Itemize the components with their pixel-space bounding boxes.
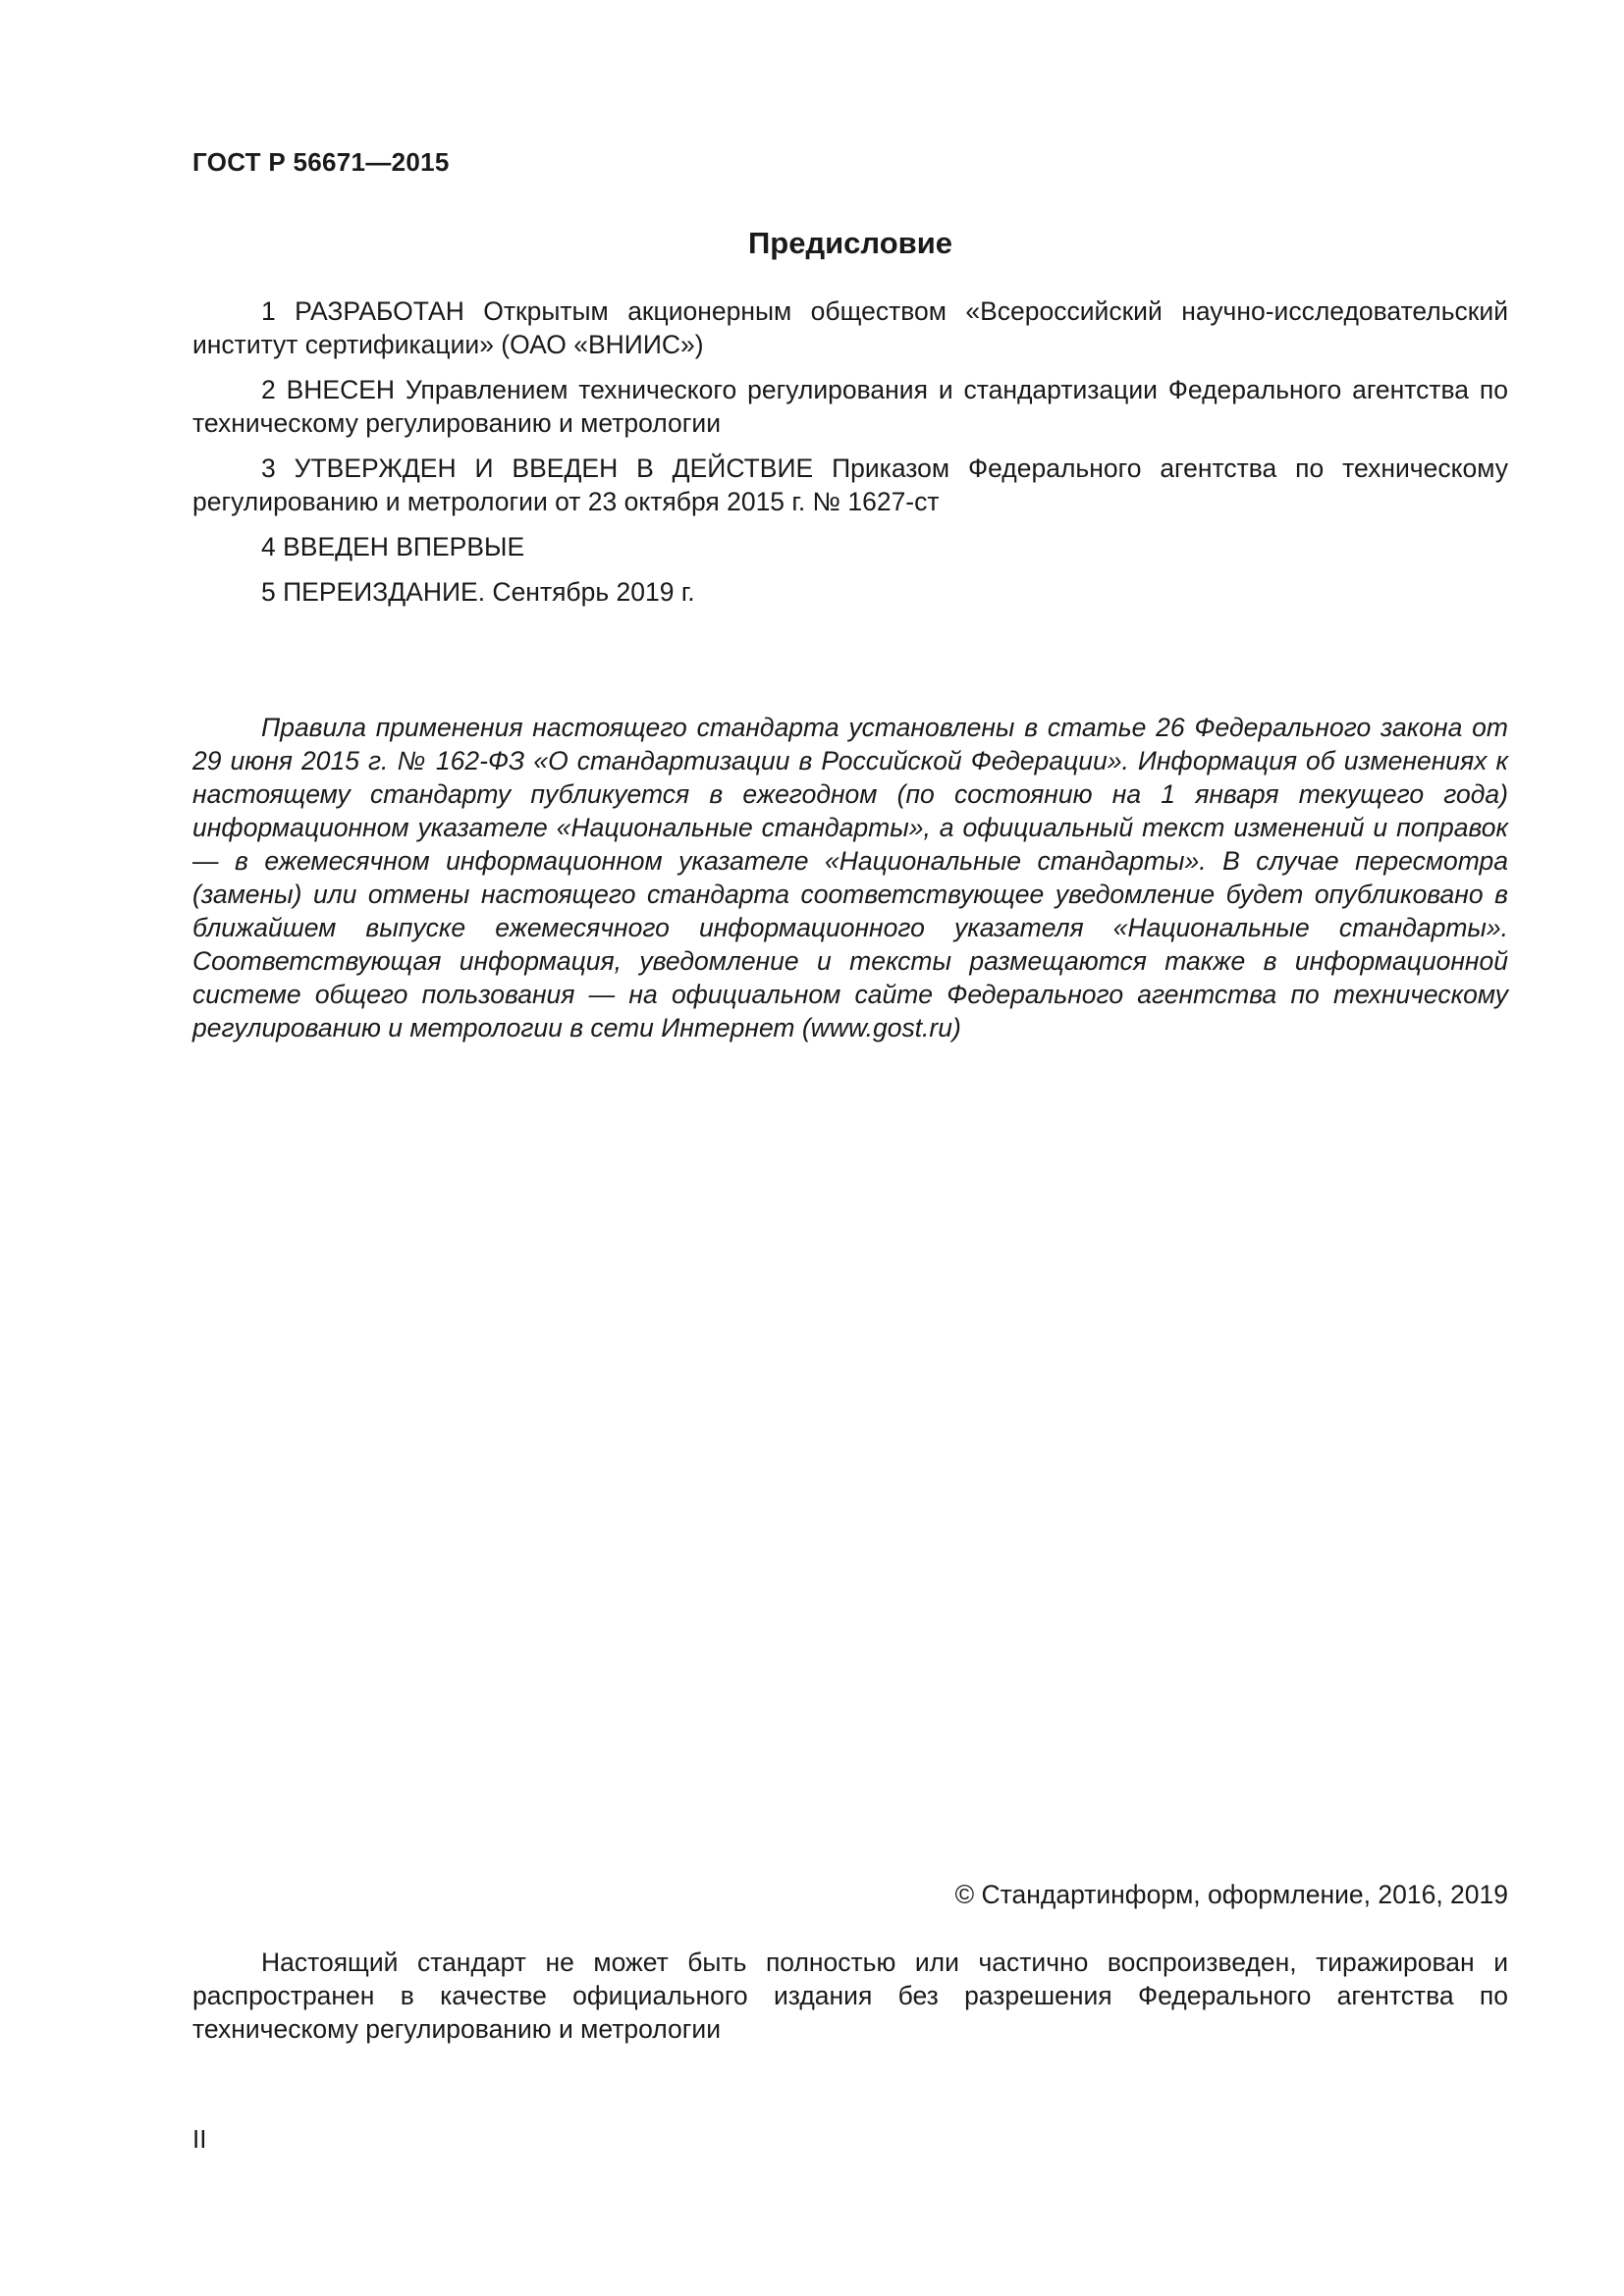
application-notice: Правила применения настоящего стандарта установлены в статье 26 Федерального закона от 29 июня 2015 г. № 162-ФЗ «О стандартизации в Российской Федерации». Информация об изменениях к настоящему стандарту публикуется в ежегодном (по состоянию на 1 января текущего года) информационном указателе «Национальные стандарты», а официальный текст изменений и поправок — в ежемесячном информационном указателе «Национальные стандарты». В случае пересмотра (замены) или отмены настоящего стандарта соответствующее уведомление будет опубликовано в ближайшем выпуске ежемесячного информационного указателя «Национальные стандарты». Соответствующая информация, уведомление и тексты размещаются также в информационной системе общего пользования — на официальном сайте Федерального агентства по техническому регулированию и метрологии в сети Интернет (www.gost.ru): [192, 713, 1508, 1042]
foreword-item: 4 ВВЕДЕН ВПЕРВЫЕ: [261, 532, 525, 561]
foreword-item: 2 ВНЕСЕН Управлением технического регулирования и стандартизации Федерального агентства по техническому регулированию и метрологии: [192, 375, 1508, 438]
foreword-list: [192, 294, 1508, 620]
page-number: II: [192, 2124, 207, 2154]
document-code: ГОСТ Р 56671—2015: [192, 147, 450, 177]
foreword-item: 1 РАЗРАБОТАН Открытым акционерным обществом «Всероссийский научно-исследовательский институт сертификации» (ОАО «ВНИИС»): [192, 296, 1508, 359]
copyright-line: © Стандартинформ, оформление, 2016, 2019: [954, 1880, 1508, 1909]
section-title: Предисловие: [747, 226, 952, 260]
foreword-item: 5 ПЕРЕИЗДАНИЕ. Сентябрь 2019 г.: [261, 577, 695, 607]
reproduction-restriction: Настоящий стандарт не может быть полностью или частично воспроизведен, тиражирован и распространен в качестве официального издания без разрешения Федерального агентства по техническому регулированию и метрологии: [192, 1948, 1508, 2044]
foreword-item: 3 УТВЕРЖДЕН И ВВЕДЕН В ДЕЙСТВИЕ Приказом Федерального агентства по техническому регулированию и метрологии от 23 октября 2015 г. № 1627-ст: [192, 454, 1508, 516]
